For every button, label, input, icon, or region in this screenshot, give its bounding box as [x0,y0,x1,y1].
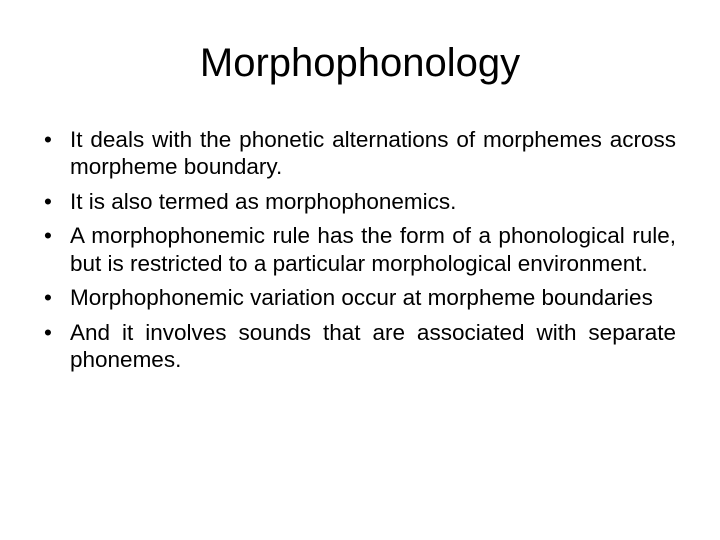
bullet-item [44,126,676,181]
bullet-dot-icon: • [44,319,52,345]
bullet-item [44,284,676,311]
bullet-text: It is also termed as morphophonemics. [70,188,457,214]
bullet-list [44,126,676,381]
bullet-dot-icon: • [44,223,52,249]
bullet-text: It deals with the phonetic alternations of morphemes across morpheme boundary. [70,127,676,180]
bullet-text: Morphophonemic variation occur at morpheme boundaries [70,285,653,311]
bullet-item [44,222,676,277]
bullet-item [44,188,676,215]
slide-title: Morphophonology [199,41,521,85]
bullet-dot-icon: • [44,285,52,311]
bullet-dot-icon: • [44,188,52,214]
bullet-text: A morphophonemic rule has the form of a phonological rule, but is restricted to a particular morphological environment. [70,223,676,276]
bullet-text: And it involves sounds that are associated with separate phonemes. [70,319,676,373]
bullet-item [44,319,676,374]
bullet-dot-icon: • [44,127,52,152]
